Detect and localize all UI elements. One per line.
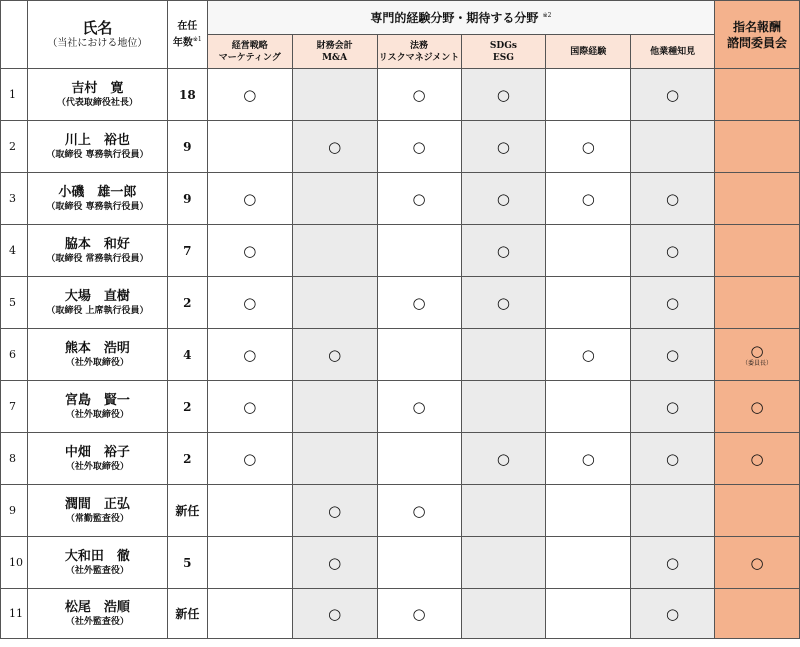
person-role: （代表取締役社長）: [56, 98, 138, 108]
person-cell: [27, 537, 167, 589]
person-cell: [27, 225, 167, 277]
skill-cell: [546, 173, 631, 225]
skill-cell: [461, 537, 546, 589]
header-committee-line2: 諮問委員会: [727, 35, 788, 50]
committee-cell: [715, 485, 800, 537]
header-field-cell: [207, 35, 292, 69]
skill-mark: ○: [412, 138, 426, 156]
skill-mark: ○: [581, 346, 595, 364]
skill-cell: [207, 381, 292, 433]
skill-cell: [546, 69, 631, 121]
row-number: 11: [1, 589, 28, 639]
tenure-value: 5: [167, 537, 207, 589]
skill-cell: [546, 485, 631, 537]
tenure-value: 9: [167, 173, 207, 225]
skill-cell: [207, 433, 292, 485]
header-expertise-title-cell: [207, 1, 714, 35]
person-cell: [27, 433, 167, 485]
skill-cell: [461, 69, 546, 121]
skill-mark: ○: [496, 242, 510, 260]
header-field-line2: マーケティング: [218, 52, 281, 63]
header-field-line1: 財務会計: [316, 40, 353, 51]
skill-cell: [546, 225, 631, 277]
header-tenure-line1: 在任: [177, 20, 198, 32]
tenure-value: 新任: [167, 485, 207, 537]
skill-cell: [461, 329, 546, 381]
skill-mark: ○: [666, 605, 680, 623]
person-name: 熊本 浩明: [64, 341, 130, 356]
header-name-cell: [27, 1, 167, 69]
header-field-cell: [631, 35, 715, 69]
skill-cell: [207, 537, 292, 589]
skill-mark: ○: [243, 346, 257, 364]
person-role: （社外監査役）: [65, 566, 129, 576]
person-name: 中畑 裕子: [64, 445, 130, 460]
skill-mark: ○: [243, 86, 257, 104]
table-row: [1, 433, 800, 485]
skill-cell: [207, 121, 292, 173]
table-row: [1, 329, 800, 381]
skill-mark: ○: [666, 554, 680, 572]
skill-mark: ○: [496, 138, 510, 156]
skill-mark: ○: [328, 138, 342, 156]
tenure-value: 4: [167, 329, 207, 381]
skill-mark: ○: [243, 398, 257, 416]
row-number: 6: [1, 329, 28, 381]
skill-cell: [207, 225, 292, 277]
tenure-value: 7: [167, 225, 207, 277]
skill-cell: [377, 173, 461, 225]
skill-mark: ○: [328, 554, 342, 572]
skill-cell: [292, 537, 377, 589]
skill-cell: [377, 381, 461, 433]
person-role: （取締役 常務執行役員）: [46, 254, 149, 264]
header-field-cell: [546, 35, 631, 69]
skill-cell: [461, 381, 546, 433]
table-row: [1, 277, 800, 329]
header-committee-line1: 指名報酬: [733, 19, 782, 34]
person-cell: [27, 121, 167, 173]
skill-cell: [377, 121, 461, 173]
committee-cell: [715, 121, 800, 173]
skill-cell: [631, 329, 715, 381]
person-cell: [27, 589, 167, 639]
person-name: 潤間 正弘: [64, 497, 130, 512]
skill-cell: [631, 485, 715, 537]
skill-mark: ○: [412, 86, 426, 104]
skill-cell: [631, 173, 715, 225]
header-field-line1: 他業種知見: [650, 46, 696, 57]
skill-cell: [377, 537, 461, 589]
skill-cell: [631, 225, 715, 277]
committee-mark: ○: [750, 342, 764, 360]
header-field-cell: [461, 35, 546, 69]
skill-cell: [292, 433, 377, 485]
tenure-value: 2: [167, 381, 207, 433]
skill-cell: [631, 537, 715, 589]
table-row: [1, 69, 800, 121]
header-name-subtitle: （当社における地位）: [47, 38, 148, 49]
person-role: （社外取締役）: [65, 462, 129, 472]
skill-cell: [377, 69, 461, 121]
skill-cell: [631, 121, 715, 173]
person-name: 吉村 寛: [71, 81, 124, 96]
skill-mark: ○: [412, 398, 426, 416]
committee-cell: [715, 537, 800, 589]
skill-cell: [631, 381, 715, 433]
skill-cell: [461, 433, 546, 485]
skill-cell: [207, 277, 292, 329]
skill-mark: ○: [666, 86, 680, 104]
header-field-line2: ESG: [492, 52, 514, 63]
skill-cell: [546, 277, 631, 329]
skill-cell: [207, 589, 292, 639]
person-role: （社外取締役）: [65, 358, 129, 368]
skill-cell: [377, 589, 461, 639]
committee-mark: ○: [750, 554, 764, 572]
person-role: （取締役 専務執行役員）: [46, 150, 149, 160]
person-cell: [27, 173, 167, 225]
skill-cell: [461, 589, 546, 639]
skill-cell: [631, 433, 715, 485]
tenure-value: 2: [167, 433, 207, 485]
header-field-line1: 経営戦略: [231, 40, 268, 51]
skill-mark: ○: [243, 242, 257, 260]
committee-cell: [715, 433, 800, 485]
header-field-line1: SDGs: [489, 40, 517, 51]
tenure-value: 18: [167, 69, 207, 121]
row-number: 5: [1, 277, 28, 329]
header-number-cell: [1, 1, 28, 69]
skill-mark: ○: [412, 190, 426, 208]
table-row: [1, 173, 800, 225]
table-row: [1, 589, 800, 639]
committee-mark: ○: [750, 398, 764, 416]
table-row: [1, 537, 800, 589]
skill-mark: ○: [412, 502, 426, 520]
skill-cell: [377, 329, 461, 381]
skill-cell: [546, 329, 631, 381]
committee-cell: [715, 173, 800, 225]
table-row: [1, 381, 800, 433]
skill-cell: [461, 173, 546, 225]
skill-mark: ○: [412, 294, 426, 312]
skill-cell: [631, 589, 715, 639]
person-role: （常勤監査役）: [65, 514, 129, 524]
committee-note: （委員長）: [742, 360, 773, 367]
skill-cell: [631, 69, 715, 121]
skill-cell: [292, 173, 377, 225]
skill-cell: [207, 329, 292, 381]
skill-cell: [292, 589, 377, 639]
header-field-line1: 法務: [410, 40, 429, 51]
row-number: 8: [1, 433, 28, 485]
person-name: 大場 直樹: [64, 289, 130, 304]
skill-cell: [546, 589, 631, 639]
person-role: （社外取締役）: [65, 410, 129, 420]
row-number: 7: [1, 381, 28, 433]
skill-mark: ○: [328, 346, 342, 364]
header-expertise-title: 専門的経験分野・期待する分野: [370, 11, 539, 25]
skill-mark: ○: [581, 138, 595, 156]
person-cell: [27, 277, 167, 329]
skill-cell: [461, 277, 546, 329]
person-cell: [27, 485, 167, 537]
skill-mark: ○: [328, 605, 342, 623]
skill-mark: ○: [412, 605, 426, 623]
skill-cell: [546, 381, 631, 433]
committee-cell: [715, 329, 800, 381]
person-name: 松尾 浩順: [64, 600, 130, 615]
skill-mark: ○: [666, 346, 680, 364]
skill-mark: ○: [666, 294, 680, 312]
person-cell: [27, 381, 167, 433]
row-number: 4: [1, 225, 28, 277]
person-role: （取締役 専務執行役員）: [46, 202, 149, 212]
skill-cell: [461, 121, 546, 173]
skill-cell: [292, 225, 377, 277]
skill-mark: ○: [243, 294, 257, 312]
skill-cell: [207, 69, 292, 121]
skill-mark: ○: [496, 86, 510, 104]
skill-cell: [461, 225, 546, 277]
person-cell: [27, 329, 167, 381]
row-number: 10: [1, 537, 28, 589]
skill-cell: [292, 381, 377, 433]
committee-cell: [715, 589, 800, 639]
skill-cell: [292, 277, 377, 329]
skill-cell: [377, 433, 461, 485]
skill-mark: ○: [666, 398, 680, 416]
table-row: [1, 121, 800, 173]
skill-mark: ○: [666, 190, 680, 208]
skill-cell: [631, 277, 715, 329]
skill-cell: [377, 225, 461, 277]
committee-cell: [715, 225, 800, 277]
skill-mark: ○: [666, 242, 680, 260]
skill-mark: ○: [328, 502, 342, 520]
committee-cell: [715, 277, 800, 329]
header-field-cell: [292, 35, 377, 69]
skill-cell: [546, 537, 631, 589]
person-name: 小磯 雄一郎: [58, 185, 137, 200]
skill-mark: ○: [581, 450, 595, 468]
person-name: 宮島 賢一: [64, 393, 130, 408]
skill-cell: [377, 277, 461, 329]
header-field-cell: [377, 35, 461, 69]
row-number: 3: [1, 173, 28, 225]
skill-cell: [546, 433, 631, 485]
committee-cell: [715, 381, 800, 433]
skill-cell: [377, 485, 461, 537]
header-tenure-line2: 年数: [172, 37, 193, 49]
tenure-value: 新任: [167, 589, 207, 639]
skill-cell: [461, 485, 546, 537]
person-role: （社外監査役）: [65, 617, 129, 627]
skill-mark: ○: [496, 294, 510, 312]
committee-mark: ○: [750, 450, 764, 468]
tenure-value: 2: [167, 277, 207, 329]
person-cell: [27, 69, 167, 121]
tenure-value: 9: [167, 121, 207, 173]
skill-cell: [292, 121, 377, 173]
person-name: 大和田 徹: [64, 549, 130, 564]
header-field-line2: リスクマネジメント: [378, 52, 460, 63]
table-body: [1, 69, 800, 639]
skill-cell: [546, 121, 631, 173]
row-number: 9: [1, 485, 28, 537]
header-tenure-note: ※1: [192, 35, 202, 43]
row-number: 1: [1, 69, 28, 121]
header-name-title: 氏名: [82, 19, 113, 37]
skill-mark: ○: [581, 190, 595, 208]
header-expertise-note: ※2: [542, 12, 552, 19]
skill-cell: [292, 485, 377, 537]
skill-cell: [292, 69, 377, 121]
header-committee-cell: [715, 1, 800, 69]
person-name: 川上 裕也: [64, 133, 130, 148]
skill-mark: ○: [243, 450, 257, 468]
header-field-line1: 国際経験: [570, 46, 607, 57]
header-tenure-cell: [167, 1, 207, 69]
person-name: 脇本 和好: [64, 237, 130, 252]
skill-cell: [292, 329, 377, 381]
skill-cell: [207, 485, 292, 537]
skill-mark: ○: [496, 450, 510, 468]
skill-mark: ○: [243, 190, 257, 208]
row-number: 2: [1, 121, 28, 173]
skill-mark: ○: [496, 190, 510, 208]
table-row: [1, 485, 800, 537]
committee-cell: [715, 69, 800, 121]
person-role: （取締役 上席執行役員）: [46, 306, 149, 316]
skill-cell: [207, 173, 292, 225]
header-field-line2: M&A: [322, 52, 348, 63]
skill-mark: ○: [666, 450, 680, 468]
table-row: [1, 225, 800, 277]
